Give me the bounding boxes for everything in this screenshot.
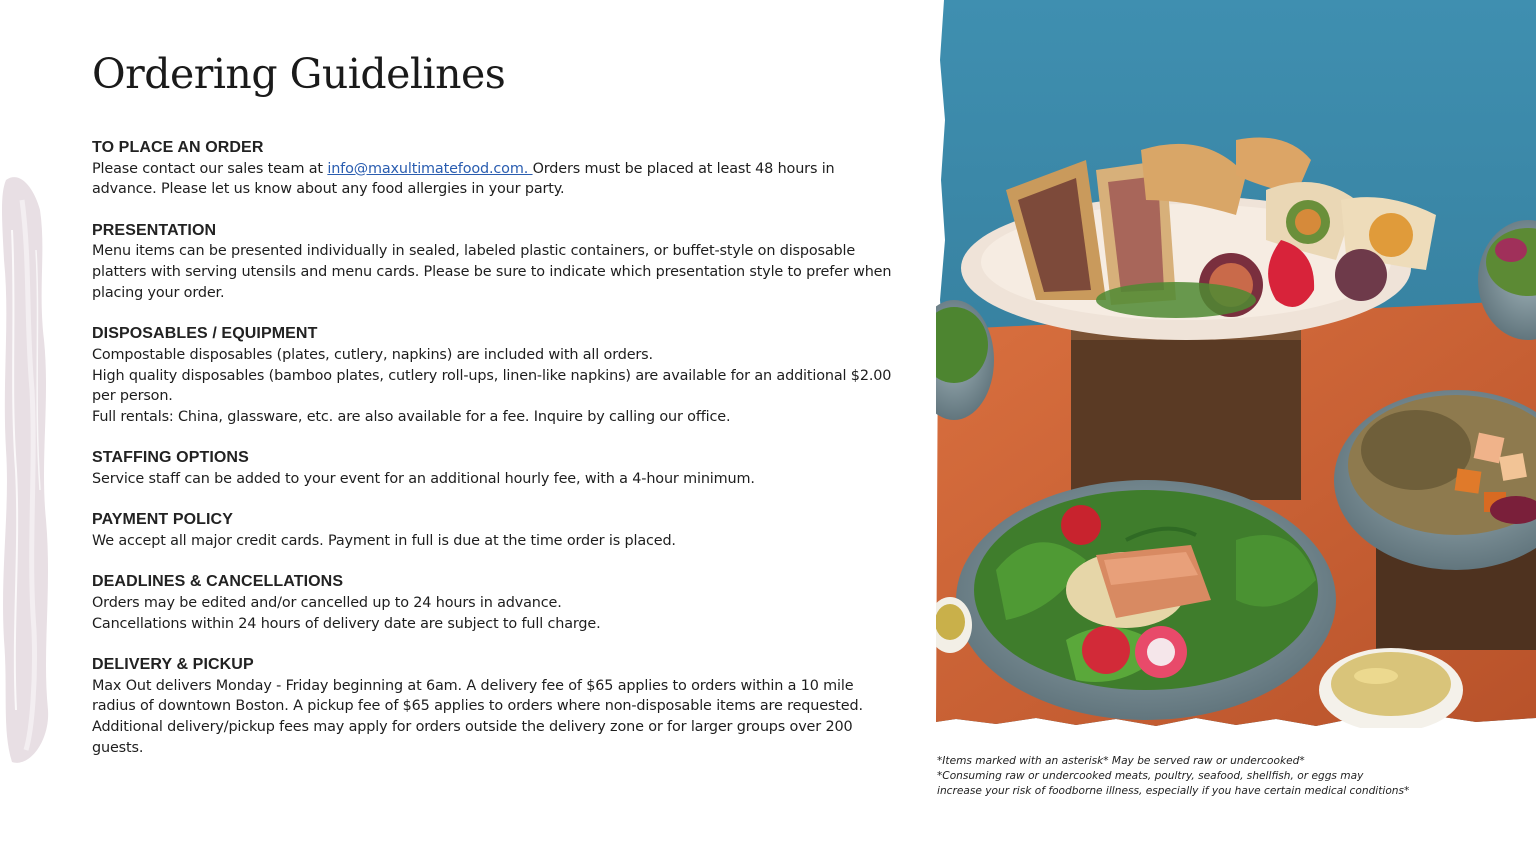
section-disposables (92, 324, 892, 428)
section-heading: DELIVERY & PICKUP (92, 655, 254, 673)
footnote-line: *Items marked with an asterisk* May be served raw or undercooked* (937, 755, 1305, 767)
email-link[interactable]: info@maxultimatefood.com. (327, 160, 533, 177)
section-body: Service staff can be added to your event for an additional hourly fee, with a 4-hour minimum. (92, 470, 755, 487)
section-heading: DEADLINES & CANCELLATIONS (92, 573, 344, 591)
body-text: Please contact our sales team at (92, 160, 328, 177)
decorative-brush-stroke (0, 170, 58, 770)
section-body: Max Out delivers Monday - Friday beginning at 6am. A delivery fee of $65 applies to orders within a 10 mile radius of downtown Boston. A pickup fee of $65 applies to orders where non-disposable items are requested. Additional delivery/pickup fees may apply for orders outside the delivery zone or for larger groups over 200 guests. (92, 677, 863, 756)
section-heading: DISPOSABLES / EQUIPMENT (92, 325, 318, 343)
section-staffing (92, 448, 892, 489)
section-heading: PAYMENT POLICY (92, 511, 233, 529)
page-title: Ordering Guidelines (92, 50, 506, 98)
section-body: Menu items can be presented individually in sealed, labeled plastic containers, or buffet-style on disposable platters with serving utensils and menu cards. Please be sure to indicate which presentation style to prefer when placing your order. (92, 243, 892, 301)
food-platter-photo (936, 0, 1536, 728)
section-heading: TO PLACE AN ORDER (92, 139, 264, 156)
footnote-line: increase your risk of foodborne illness, especially if you have certain medical conditions* (937, 784, 1410, 797)
footnote-line: *Consuming raw or undercooked meats, poultry, seafood, shellfish, or eggs may (937, 769, 1364, 782)
section-body-line: High quality disposables (bamboo plates, cutlery roll-ups, linen-like napkins) are available for an additional $2.00 per person. (92, 367, 892, 405)
section-payment (92, 510, 892, 551)
section-heading: STAFFING OPTIONS (92, 449, 249, 467)
section-body-line: Full rentals: China, glassware, etc. are also available for a fee. Inquire by calling our office. (92, 408, 731, 425)
section-deadlines (92, 572, 892, 634)
section-body (92, 159, 892, 200)
section-body-line: Orders may be edited and/or cancelled up to 24 hours in advance. (92, 594, 562, 611)
guidelines-content (92, 138, 892, 779)
section-body-line: Cancellations within 24 hours of delivery date are subject to full charge. (92, 615, 601, 632)
food-safety-footnote (937, 754, 1497, 798)
section-delivery (92, 655, 892, 759)
section-heading: PRESENTATION (92, 221, 217, 239)
section-presentation (92, 221, 892, 304)
section-body: We accept all major credit cards. Payment in full is due at the time order is placed. (92, 532, 676, 549)
section-body-line: Compostable disposables (plates, cutlery, napkins) are included with all orders. (92, 346, 653, 363)
body-text: Orders must be placed at least 48 hours in advance. Please let us know about any food allergies in your party. (92, 160, 835, 198)
section-place-order (92, 138, 892, 200)
